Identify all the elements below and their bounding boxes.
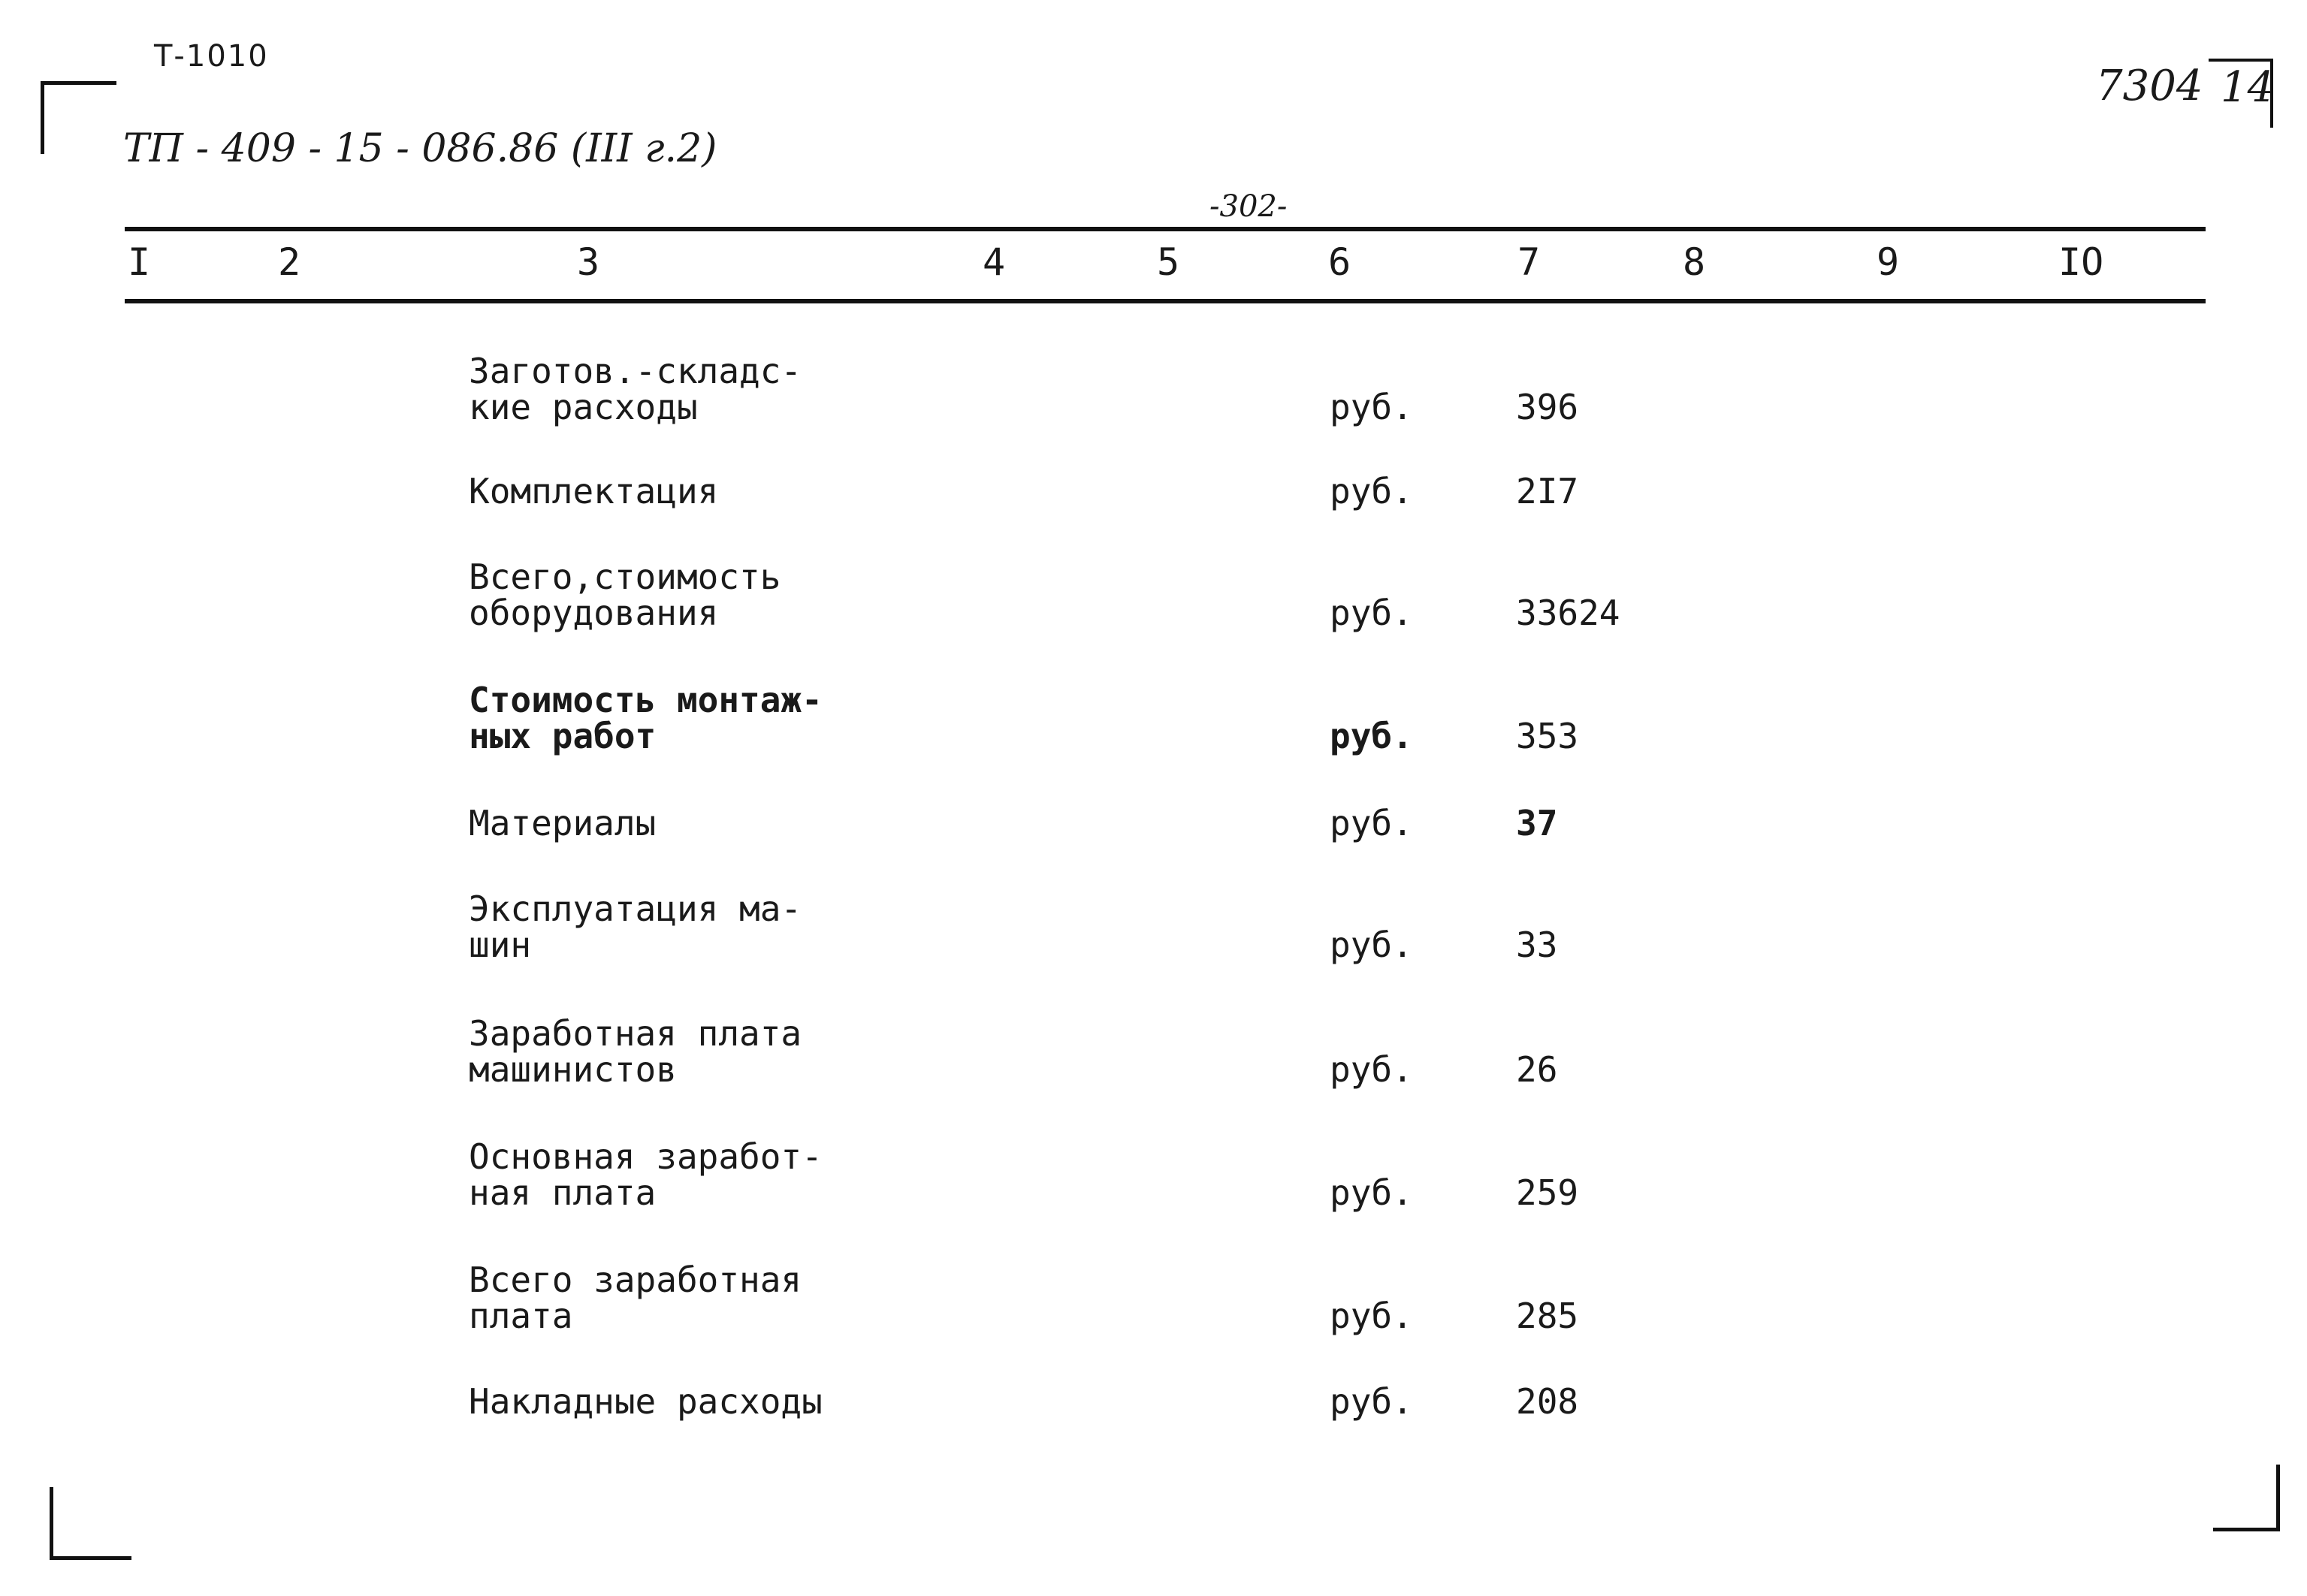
unit-cell: руб.	[1330, 716, 1413, 756]
column-number: I	[128, 240, 151, 284]
value-cell: 208	[1516, 1381, 1579, 1422]
cost-item-name: Основная заработ- ная плата	[469, 1136, 823, 1213]
table-top-rule	[125, 227, 2206, 231]
corner-mark-top-left	[41, 81, 116, 154]
value-cell: 33	[1516, 925, 1558, 965]
sheet-number: 7304	[2096, 62, 2203, 110]
value-cell: 26	[1516, 1049, 1558, 1090]
column-number: 6	[1328, 240, 1351, 284]
cost-item-name: Всего заработная плата	[469, 1260, 802, 1336]
value-cell: 396	[1516, 387, 1579, 427]
document-code: Т-1010	[154, 39, 269, 74]
unit-cell: руб.	[1330, 387, 1413, 427]
column-number: 7	[1517, 240, 1541, 284]
project-code: ТП - 409 - 15 - 086.86 (III г.2)	[123, 126, 717, 171]
table-header-rule	[125, 299, 2206, 303]
page-number: -302-	[1209, 189, 1288, 224]
column-number: 4	[983, 240, 1006, 284]
value-cell: 2I7	[1516, 471, 1579, 511]
column-number: 5	[1157, 240, 1180, 284]
column-number: 2	[278, 240, 301, 284]
sheet-index: 14	[2221, 63, 2275, 112]
cost-item-name: Стоимость монтаж- ных работ	[469, 680, 823, 756]
cost-item-name: Накладные расходы	[469, 1381, 823, 1422]
sheet-index-box	[2209, 59, 2273, 128]
column-number: 8	[1683, 240, 1706, 284]
cost-item-name: Эксплуатация ма- шин	[469, 889, 802, 965]
value-cell: 285	[1516, 1296, 1579, 1336]
value-cell: 353	[1516, 716, 1579, 756]
column-number: 9	[1877, 240, 1900, 284]
column-number: IO	[2058, 240, 2104, 284]
corner-mark-bottom-right	[2213, 1465, 2280, 1531]
corner-mark-bottom-left	[50, 1487, 131, 1560]
unit-cell: руб.	[1330, 925, 1413, 965]
unit-cell: руб.	[1330, 593, 1413, 633]
unit-cell: руб.	[1330, 1381, 1413, 1422]
cost-item-name: Всего,стоимость оборудования	[469, 557, 781, 633]
cost-item-name: Комплектация	[469, 471, 719, 511]
value-cell: 37	[1516, 803, 1558, 843]
value-cell: 33624	[1516, 593, 1620, 633]
column-number: 3	[577, 240, 600, 284]
cost-item-name: Заготов.-складс- кие расходы	[469, 351, 802, 427]
unit-cell: руб.	[1330, 1172, 1413, 1213]
unit-cell: руб.	[1330, 803, 1413, 843]
unit-cell: руб.	[1330, 1049, 1413, 1090]
cost-item-name: Заработная плата машинистов	[469, 1013, 802, 1090]
value-cell: 259	[1516, 1172, 1579, 1213]
unit-cell: руб.	[1330, 471, 1413, 511]
cost-item-name: Материалы	[469, 803, 657, 843]
unit-cell: руб.	[1330, 1296, 1413, 1336]
